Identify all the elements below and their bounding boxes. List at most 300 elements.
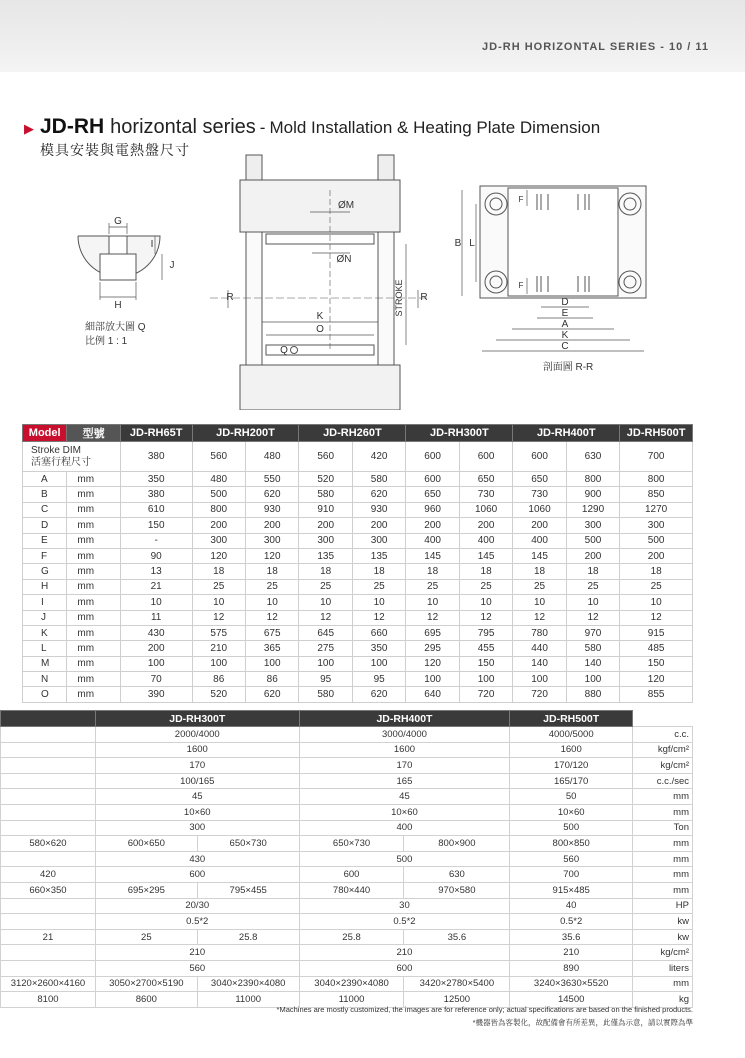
table-cell: 500 bbox=[510, 820, 633, 836]
label-k: K bbox=[316, 311, 324, 322]
table-cell: 10×60 bbox=[299, 804, 510, 820]
table-cell: 630 bbox=[566, 442, 619, 472]
table-cell: 12 bbox=[406, 610, 459, 625]
table-cell: 970×580 bbox=[404, 882, 510, 898]
table-cell: 30 bbox=[299, 898, 510, 914]
table-cell: 10×60 bbox=[510, 804, 633, 820]
table-cell: 420 bbox=[352, 442, 405, 472]
row-label: D bbox=[23, 518, 67, 533]
table-cell: 3040×2390×4080 bbox=[197, 976, 299, 992]
table-row bbox=[1, 742, 693, 758]
table-cell: 500 bbox=[299, 851, 510, 867]
table-cell: 45 bbox=[299, 789, 510, 805]
table-cell: 11000 bbox=[197, 992, 299, 1008]
label-r-right: R bbox=[420, 292, 428, 303]
row-unit: mm bbox=[67, 641, 120, 656]
table-cell: 560 bbox=[299, 442, 352, 472]
label-h: H bbox=[114, 300, 122, 311]
table-cell: 580 bbox=[566, 641, 619, 656]
table-cell: 3120×2600×4160 bbox=[1, 976, 96, 992]
table-cell: 620 bbox=[352, 687, 405, 702]
table-cell: 200 bbox=[245, 518, 298, 533]
table-cell: 10 bbox=[406, 595, 459, 610]
table-row bbox=[1, 898, 693, 914]
table-cell: 35.6 bbox=[510, 929, 633, 945]
table-cell: 730 bbox=[459, 487, 512, 502]
table-cell: 18 bbox=[352, 564, 405, 579]
table-cell: 21 bbox=[1, 929, 96, 945]
label-stroke: STROKE bbox=[394, 279, 404, 317]
table-cell: 795×455 bbox=[197, 882, 299, 898]
row-unit: mm bbox=[67, 533, 120, 548]
table-cell bbox=[1, 758, 96, 774]
label-c: C bbox=[561, 341, 569, 352]
table-cell: 500 bbox=[620, 533, 693, 548]
table-cell: 930 bbox=[352, 502, 405, 517]
table-cell: 200 bbox=[192, 518, 245, 533]
table-cell: 1060 bbox=[513, 502, 566, 517]
table-cell: 960 bbox=[406, 502, 459, 517]
table-cell: 575 bbox=[192, 625, 245, 640]
row-label: H bbox=[23, 579, 67, 594]
table-cell: 930 bbox=[245, 502, 298, 517]
label-o: O bbox=[316, 324, 324, 335]
table-cell: 200 bbox=[513, 518, 566, 533]
table-cell: 200 bbox=[406, 518, 459, 533]
table-cell: 200 bbox=[459, 518, 512, 533]
table-cell: 520 bbox=[299, 472, 352, 487]
table-cell: 645 bbox=[299, 625, 352, 640]
table-row bbox=[1, 820, 693, 836]
table-cell: 295 bbox=[406, 641, 459, 656]
table-cell: 350 bbox=[352, 641, 405, 656]
label-f-bottom: F bbox=[518, 281, 524, 290]
row-label: G bbox=[23, 564, 67, 579]
model-header: JD-RH300T bbox=[406, 425, 513, 442]
row-label: I bbox=[23, 595, 67, 610]
table-cell: 795 bbox=[459, 625, 512, 640]
unit-cell: kgf/cm² bbox=[633, 742, 693, 758]
table-cell: 300 bbox=[245, 533, 298, 548]
dimension-spec-table bbox=[22, 424, 693, 703]
section-rr-drawing bbox=[462, 186, 646, 351]
machine-spec-table bbox=[0, 710, 693, 1008]
table-row bbox=[23, 487, 693, 502]
table-cell: 620 bbox=[352, 487, 405, 502]
table-row bbox=[23, 472, 693, 487]
row-unit: mm bbox=[67, 672, 120, 687]
table-cell bbox=[1, 914, 96, 930]
table-cell: 580 bbox=[352, 472, 405, 487]
row-unit: mm bbox=[67, 579, 120, 594]
table-cell: 150 bbox=[459, 656, 512, 671]
table-cell: 200 bbox=[352, 518, 405, 533]
row-label: O bbox=[23, 687, 67, 702]
table-cell: 600 bbox=[459, 442, 512, 472]
table-cell: 145 bbox=[406, 548, 459, 563]
table-cell: 700 bbox=[510, 867, 633, 883]
header-bar bbox=[0, 0, 745, 72]
stroke-label-en: Stroke DIM bbox=[31, 444, 82, 456]
table-cell: 12 bbox=[459, 610, 512, 625]
table-cell: 18 bbox=[245, 564, 298, 579]
row-label: E bbox=[23, 533, 67, 548]
table-cell: 10 bbox=[513, 595, 566, 610]
model-header: JD-RH400T bbox=[513, 425, 620, 442]
table-cell: 18 bbox=[459, 564, 512, 579]
table-cell: 300 bbox=[192, 533, 245, 548]
table-cell: 900 bbox=[566, 487, 619, 502]
table-cell: 25.8 bbox=[299, 929, 404, 945]
table-cell: 480 bbox=[245, 442, 298, 472]
table-cell: 400 bbox=[406, 533, 459, 548]
table-cell: 300 bbox=[566, 518, 619, 533]
table-cell: 730 bbox=[513, 487, 566, 502]
table-cell: 20/30 bbox=[95, 898, 299, 914]
table-cell: 12 bbox=[620, 610, 693, 625]
table-cell: 800 bbox=[620, 472, 693, 487]
unit-cell: mm bbox=[633, 789, 693, 805]
table-row bbox=[23, 687, 693, 702]
unit-cell: kg/cm² bbox=[633, 758, 693, 774]
table-cell bbox=[1, 945, 96, 961]
table-cell: 600 bbox=[95, 867, 299, 883]
table-cell: 120 bbox=[245, 548, 298, 563]
table-row bbox=[23, 610, 693, 625]
model-header: JD-RH400T bbox=[299, 711, 510, 727]
stroke-label bbox=[23, 442, 121, 472]
table-cell: 100 bbox=[352, 656, 405, 671]
table-cell: 18 bbox=[566, 564, 619, 579]
row-unit: mm bbox=[67, 487, 120, 502]
unit-cell: mm bbox=[633, 804, 693, 820]
table-cell: 800×850 bbox=[510, 836, 633, 852]
table-cell: 25.8 bbox=[197, 929, 299, 945]
row-label: J bbox=[23, 610, 67, 625]
table-cell: 120 bbox=[406, 656, 459, 671]
table-cell: 890 bbox=[510, 960, 633, 976]
table-cell: 390 bbox=[120, 687, 192, 702]
label-i: I bbox=[150, 239, 154, 250]
table-cell: 150 bbox=[120, 518, 192, 533]
table-cell: 915 bbox=[620, 625, 693, 640]
label-a: A bbox=[561, 319, 569, 330]
table-cell: 1600 bbox=[95, 742, 299, 758]
table-cell: 650 bbox=[513, 472, 566, 487]
table-cell bbox=[1, 960, 96, 976]
title-subtitle: Mold Installation & Heating Plate Dimension bbox=[269, 118, 601, 137]
table-cell: 1060 bbox=[459, 502, 512, 517]
label-k-section: K bbox=[561, 330, 569, 341]
table-cell: 300 bbox=[620, 518, 693, 533]
table-cell: 855 bbox=[620, 687, 693, 702]
table-cell: 95 bbox=[352, 672, 405, 687]
table-cell: 850 bbox=[620, 487, 693, 502]
table-row bbox=[1, 882, 693, 898]
table-cell: 650×730 bbox=[299, 836, 404, 852]
table-cell: 600 bbox=[299, 867, 404, 883]
table-cell: 560 bbox=[95, 960, 299, 976]
table-cell: 165 bbox=[299, 773, 510, 789]
unit-cell: kg/cm² bbox=[633, 945, 693, 961]
table-cell: 300 bbox=[299, 533, 352, 548]
unit-cell: HP bbox=[633, 898, 693, 914]
table-cell bbox=[1, 851, 96, 867]
table-cell: 560 bbox=[192, 442, 245, 472]
table-cell: 13 bbox=[120, 564, 192, 579]
table-cell: 25 bbox=[95, 929, 197, 945]
table-row bbox=[1, 960, 693, 976]
table-cell: 170/120 bbox=[510, 758, 633, 774]
table-cell: 3420×2780×5400 bbox=[404, 976, 510, 992]
table-cell: 720 bbox=[513, 687, 566, 702]
table-cell: 25 bbox=[299, 579, 352, 594]
table-cell bbox=[1, 820, 96, 836]
table-cell: 145 bbox=[459, 548, 512, 563]
table-cell: 3240×3630×5520 bbox=[510, 976, 633, 992]
table-cell: 3050×2700×5190 bbox=[95, 976, 197, 992]
table-cell: 420 bbox=[1, 867, 96, 883]
table-cell: 12 bbox=[352, 610, 405, 625]
table-cell: 10 bbox=[245, 595, 298, 610]
table-cell: 600 bbox=[406, 472, 459, 487]
table-cell: 11000 bbox=[299, 992, 404, 1008]
table-cell: 25 bbox=[406, 579, 459, 594]
table-cell: 90 bbox=[120, 548, 192, 563]
table-cell: 1290 bbox=[566, 502, 619, 517]
table-row bbox=[1, 867, 693, 883]
table-cell: 135 bbox=[352, 548, 405, 563]
table-cell: 380 bbox=[120, 442, 192, 472]
table-header-row bbox=[23, 425, 693, 442]
table-cell: 150 bbox=[620, 656, 693, 671]
table-cell: 430 bbox=[120, 625, 192, 640]
table-cell: 600 bbox=[513, 442, 566, 472]
detail-caption-2: 比例 1 : 1 bbox=[85, 336, 128, 347]
table-cell: 12 bbox=[513, 610, 566, 625]
table-cell: 485 bbox=[620, 641, 693, 656]
unit-cell: mm bbox=[633, 836, 693, 852]
table-cell: 780×440 bbox=[299, 882, 404, 898]
label-m: ØM bbox=[337, 200, 355, 211]
table-cell: 86 bbox=[245, 672, 298, 687]
table-cell: 720 bbox=[459, 687, 512, 702]
table-row bbox=[23, 656, 693, 671]
unit-cell: kg bbox=[633, 992, 693, 1008]
table-cell: 25 bbox=[620, 579, 693, 594]
table-cell: 1600 bbox=[510, 742, 633, 758]
table-cell: 800×900 bbox=[404, 836, 510, 852]
table-cell: 440 bbox=[513, 641, 566, 656]
title-chinese: 模具安裝與電熱盤尺寸 bbox=[40, 142, 190, 158]
table-cell: 35.6 bbox=[404, 929, 510, 945]
table-cell: 140 bbox=[513, 656, 566, 671]
row-unit: mm bbox=[67, 518, 120, 533]
page-title bbox=[24, 115, 600, 139]
title-series: horizontal series bbox=[110, 116, 256, 138]
table-cell bbox=[1, 773, 96, 789]
table-cell: 600×650 bbox=[95, 836, 197, 852]
table-cell bbox=[1, 804, 96, 820]
table-cell: 650 bbox=[459, 472, 512, 487]
table-cell: 12 bbox=[192, 610, 245, 625]
table-cell: 18 bbox=[406, 564, 459, 579]
table-cell: 100 bbox=[120, 656, 192, 671]
table-cell: 600 bbox=[299, 960, 510, 976]
table-cell: 135 bbox=[299, 548, 352, 563]
table-cell: 620 bbox=[245, 687, 298, 702]
table-cell: 25 bbox=[566, 579, 619, 594]
model-label-cn: 型號 bbox=[67, 425, 120, 442]
table-cell: 18 bbox=[192, 564, 245, 579]
table-cell: 18 bbox=[299, 564, 352, 579]
table-cell: 660 bbox=[352, 625, 405, 640]
row-unit: mm bbox=[67, 625, 120, 640]
table-cell: 700 bbox=[620, 442, 693, 472]
table-cell: 25 bbox=[245, 579, 298, 594]
table-row bbox=[1, 945, 693, 961]
table-cell: 95 bbox=[299, 672, 352, 687]
detail-q-drawing bbox=[78, 223, 162, 300]
table-cell: 800 bbox=[192, 502, 245, 517]
table-row bbox=[1, 851, 693, 867]
table-cell: 100 bbox=[459, 672, 512, 687]
table-cell: 10 bbox=[566, 595, 619, 610]
header-blank bbox=[1, 711, 96, 727]
table-cell: 10 bbox=[459, 595, 512, 610]
table-cell: 455 bbox=[459, 641, 512, 656]
row-label: B bbox=[23, 487, 67, 502]
table-cell: 970 bbox=[566, 625, 619, 640]
table-row bbox=[23, 672, 693, 687]
table-cell: 210 bbox=[192, 641, 245, 656]
table-cell: 140 bbox=[566, 656, 619, 671]
table-row bbox=[1, 836, 693, 852]
table-cell: 915×485 bbox=[510, 882, 633, 898]
footnote-english: *Machines are mostly customized, the images are for reference only; actual specifications are based on the finished products. bbox=[276, 1005, 693, 1014]
table-row bbox=[23, 502, 693, 517]
label-b: B bbox=[454, 238, 462, 249]
table-cell: 210 bbox=[510, 945, 633, 961]
table-cell: 400 bbox=[299, 820, 510, 836]
table-cell: 695×295 bbox=[95, 882, 197, 898]
model-header: JD-RH200T bbox=[192, 425, 299, 442]
table-cell: 480 bbox=[192, 472, 245, 487]
unit-cell: c.c. bbox=[633, 727, 693, 743]
table-cell: 10 bbox=[192, 595, 245, 610]
stroke-label-cn: 活塞行程尺寸 bbox=[31, 456, 91, 468]
table-cell: 380 bbox=[120, 487, 192, 502]
table-cell: 550 bbox=[245, 472, 298, 487]
label-f-top: F bbox=[518, 195, 524, 204]
table-cell: 50 bbox=[510, 789, 633, 805]
table-cell: 365 bbox=[245, 641, 298, 656]
row-unit: mm bbox=[67, 656, 120, 671]
table-cell: 300 bbox=[95, 820, 299, 836]
model-header: JD-RH260T bbox=[299, 425, 406, 442]
table-cell: 1270 bbox=[620, 502, 693, 517]
table-cell: 100 bbox=[299, 656, 352, 671]
label-r-left: R bbox=[226, 292, 234, 303]
table-cell: 25 bbox=[192, 579, 245, 594]
table-cell: 10 bbox=[620, 595, 693, 610]
footnote-chinese: *機器皆為客製化，故配備會有所差異，此僅為示意，請以實際為準 bbox=[472, 1018, 693, 1027]
table-cell: 25 bbox=[459, 579, 512, 594]
table-row bbox=[1, 914, 693, 930]
table-cell: 170 bbox=[95, 758, 299, 774]
table-cell: 21 bbox=[120, 579, 192, 594]
model-header: JD-RH65T bbox=[120, 425, 192, 442]
table-cell: 4000/5000 bbox=[510, 727, 633, 743]
table-cell: 170 bbox=[299, 758, 510, 774]
table-cell: 3040×2390×4080 bbox=[299, 976, 404, 992]
unit-cell: mm bbox=[633, 867, 693, 883]
table-cell: 86 bbox=[192, 672, 245, 687]
row-label: L bbox=[23, 641, 67, 656]
row-unit: mm bbox=[67, 502, 120, 517]
table-row bbox=[23, 548, 693, 563]
table-row bbox=[23, 641, 693, 656]
table-cell: 145 bbox=[513, 548, 566, 563]
table-row bbox=[23, 625, 693, 640]
unit-cell: kw bbox=[633, 914, 693, 930]
row-label: M bbox=[23, 656, 67, 671]
table-cell: 0.5*2 bbox=[95, 914, 299, 930]
title-arrow-icon: ▶ bbox=[24, 121, 34, 136]
table-row bbox=[1, 929, 693, 945]
table-row bbox=[1, 758, 693, 774]
table-row bbox=[1, 976, 693, 992]
table-cell: 0.5*2 bbox=[299, 914, 510, 930]
table-cell bbox=[1, 727, 96, 743]
table-cell: 600 bbox=[406, 442, 459, 472]
table-row bbox=[23, 518, 693, 533]
table-cell: 8600 bbox=[95, 992, 197, 1008]
table-cell: 100 bbox=[245, 656, 298, 671]
label-l: L bbox=[469, 238, 475, 249]
table-cell: 910 bbox=[299, 502, 352, 517]
table-cell: 500 bbox=[566, 533, 619, 548]
table-cell: 200 bbox=[566, 548, 619, 563]
title-model: JD-RH bbox=[40, 115, 105, 138]
table-cell: 400 bbox=[513, 533, 566, 548]
table-cell: 200 bbox=[620, 548, 693, 563]
row-unit: mm bbox=[67, 548, 120, 563]
unit-cell: kw bbox=[633, 929, 693, 945]
model-label: Model bbox=[23, 425, 67, 442]
table-cell: 18 bbox=[513, 564, 566, 579]
table-cell: 25 bbox=[352, 579, 405, 594]
table-cell: 880 bbox=[566, 687, 619, 702]
row-unit: mm bbox=[67, 564, 120, 579]
table-cell: 275 bbox=[299, 641, 352, 656]
unit-cell: mm bbox=[633, 976, 693, 992]
table-cell: 12 bbox=[299, 610, 352, 625]
unit-cell: mm bbox=[633, 851, 693, 867]
row-unit: mm bbox=[67, 472, 120, 487]
unit-cell: c.c./sec bbox=[633, 773, 693, 789]
table-cell: 210 bbox=[95, 945, 299, 961]
table-cell: 12500 bbox=[404, 992, 510, 1008]
table-cell: 430 bbox=[95, 851, 299, 867]
table-cell: 12 bbox=[566, 610, 619, 625]
table-row bbox=[23, 579, 693, 594]
model-header: JD-RH500T bbox=[510, 711, 633, 727]
table-cell: 500 bbox=[192, 487, 245, 502]
row-unit: mm bbox=[67, 595, 120, 610]
table-row bbox=[23, 533, 693, 548]
table-cell: 1600 bbox=[299, 742, 510, 758]
